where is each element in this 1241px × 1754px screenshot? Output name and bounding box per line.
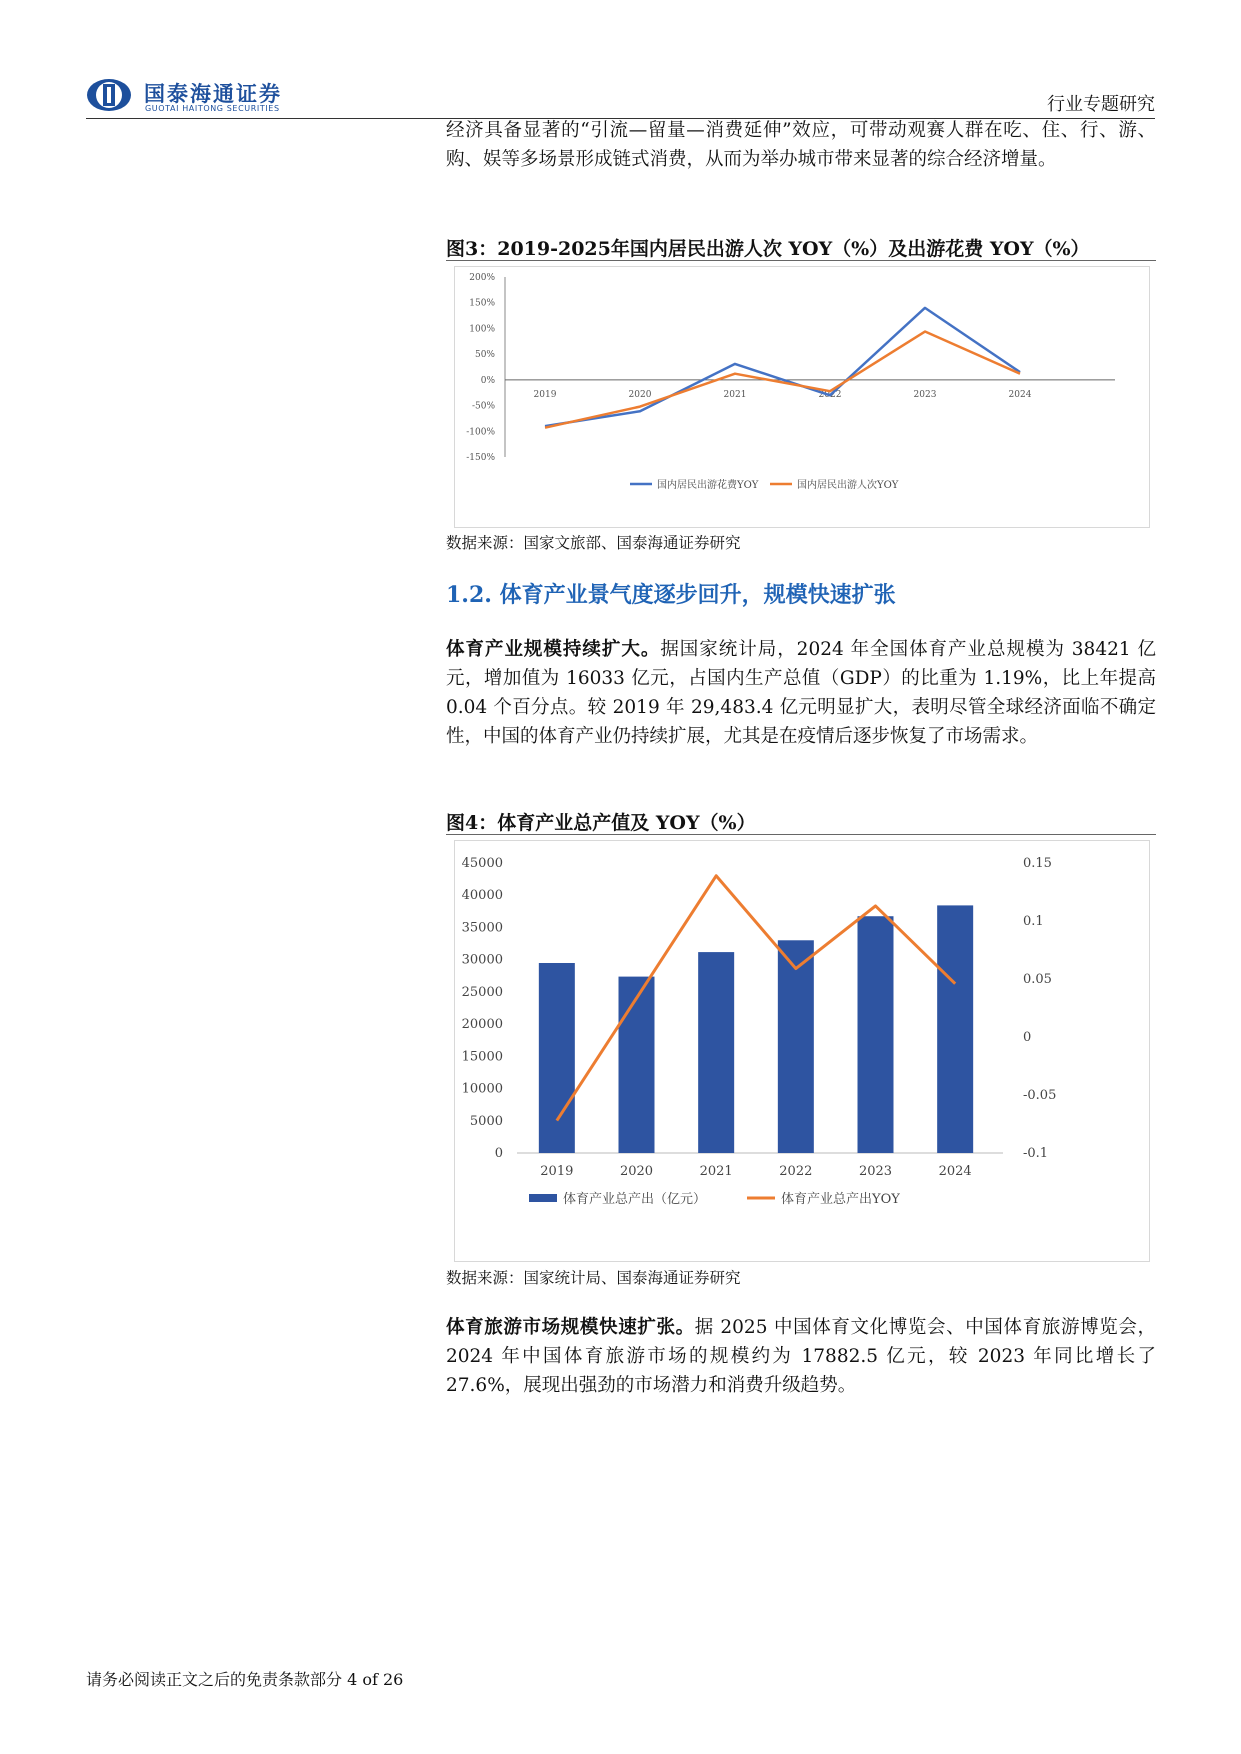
figure3-chart: [454, 266, 1150, 528]
company-logo-icon: [86, 78, 132, 112]
figure4-rule: [446, 834, 1156, 835]
y-left-tick-label: 5000: [469, 1113, 503, 1129]
bar-2023: [858, 916, 894, 1153]
y-tick-label: -100%: [466, 427, 495, 438]
x-tick-label: 2020: [628, 389, 652, 400]
y-tick-label: 0%: [480, 375, 495, 386]
y-left-tick-label: 15000: [461, 1049, 503, 1065]
x-tick-label: 2019: [540, 1164, 574, 1179]
y-left-tick-label: 10000: [461, 1081, 503, 1097]
legend-swatch-bar: [529, 1194, 557, 1202]
y-right-tick-label: 0.1: [1023, 914, 1044, 929]
bar-2020: [619, 977, 655, 1153]
paragraph-body: 据 2025 中国体育文化博览会、中国体育旅游博览会，2024 年中国体育旅游市场的规模约为 17882.5 亿元，较 2023 年同比增长了 27.6%，展现出强劲的市场潜力和消费升级趋势。: [446, 1317, 1156, 1396]
body-paragraph-sports-industry: [446, 635, 1156, 751]
x-tick-label: 2024: [1008, 389, 1032, 400]
y-left-tick-label: 25000: [461, 984, 503, 1000]
y-tick-label: -150%: [466, 453, 495, 463]
y-right-tick-label: 0.05: [1023, 972, 1052, 987]
x-tick-label: 2019: [533, 389, 557, 400]
y-left-tick-label: 40000: [461, 888, 503, 904]
figure3-chart-svg: [455, 267, 1149, 527]
y-tick-label: 200%: [469, 273, 495, 283]
paragraph-lead: 体育产业规模持续扩大。: [446, 639, 661, 660]
x-tick-label: 2022: [779, 1164, 813, 1179]
paragraph-lead: 体育旅游市场规模快速扩张。: [446, 1317, 695, 1338]
legend-label: 国内居民出游人次YOY: [797, 480, 899, 491]
y-right-tick-label: -0.1: [1023, 1146, 1049, 1161]
x-tick-label: 2020: [619, 1164, 654, 1179]
y-right-tick-label: 0: [1023, 1030, 1032, 1045]
x-tick-label: 2023: [858, 1164, 893, 1179]
series-line-1: [545, 308, 1020, 426]
x-tick-label: 2023: [913, 389, 937, 400]
bar-2021: [698, 952, 734, 1153]
y-tick-label: 100%: [469, 324, 495, 335]
company-name-en: GUOTAI HAITONG SECURITIES: [145, 104, 280, 113]
section-heading: 1.2. 体育产业景气度逐步回升，规模快速扩张: [446, 582, 896, 608]
y-tick-label: 150%: [469, 298, 495, 309]
y-right-tick-label: -0.05: [1023, 1088, 1057, 1103]
paragraph-body: 据国家统计局，2024 年全国体育产业总规模为 38421 亿元，增加值为 16033 亿元，占国内生产总值（GDP）的比重为 1.19%，比上年提高 0.04 个百分点。较 2019 年 29,483.4 亿元明显扩大，表明尽管全球经济面临不确定性，中国的体育产业仍持续扩展，尤其是在疫情后逐步恢复了市场需求。: [446, 639, 1156, 747]
y-left-tick-label: 20000: [461, 1017, 503, 1033]
y-tick-label: 50%: [474, 350, 495, 361]
footer-disclaimer: 请务必阅读正文之后的免责条款部分 4 of 26: [86, 1670, 404, 1689]
x-tick-label: 2021: [699, 1164, 733, 1179]
figure3-source: 数据来源：国家文旅部、国泰海通证券研究: [446, 534, 741, 552]
y-left-tick-label: 35000: [461, 920, 503, 936]
x-tick-label: 2022: [818, 389, 842, 400]
figure3-title: 图3：2019-2025年国内居民出游人次 YOY（%）及出游花费 YOY（%）: [446, 238, 1090, 260]
y-tick-label: -50%: [471, 401, 495, 412]
figure4-chart: [454, 840, 1150, 1262]
y-right-tick-label: 0.15: [1023, 856, 1052, 871]
y-left-tick-label: 45000: [461, 856, 503, 871]
figure4-chart-svg: [455, 841, 1149, 1261]
body-paragraph-sports-tourism: [446, 1313, 1156, 1400]
figure4-source: 数据来源：国家统计局、国泰海通证券研究: [446, 1269, 741, 1287]
figure4-title: 图4：体育产业总产值及 YOY（%）: [446, 812, 756, 834]
y-left-tick-label: 0: [494, 1146, 503, 1161]
x-tick-label: 2021: [723, 389, 747, 400]
bar-2019: [539, 963, 575, 1153]
bar-2024: [937, 905, 973, 1153]
legend-label-line: 体育产业总产出YOY: [781, 1192, 900, 1207]
legend-label-bar: 体育产业总产出（亿元）: [563, 1192, 707, 1207]
y-left-tick-label: 30000: [461, 952, 503, 968]
legend-label: 国内居民出游花费YOY: [657, 480, 759, 491]
company-name-cn: 国泰海通证券: [144, 82, 282, 106]
intro-paragraph: 经济具备显著的“引流—留量—消费延伸”效应，可带动观赛人群在吃、住、行、游、购、娱等多场景形成链式消费，从而为举办城市带来显著的综合经济增量。: [446, 120, 1156, 170]
yoy-line: [557, 876, 955, 1121]
bar-2022: [778, 940, 814, 1153]
x-tick-label: 2024: [938, 1164, 972, 1179]
figure3-rule: [446, 260, 1156, 261]
report-type-label: 行业专题研究: [1047, 94, 1155, 115]
